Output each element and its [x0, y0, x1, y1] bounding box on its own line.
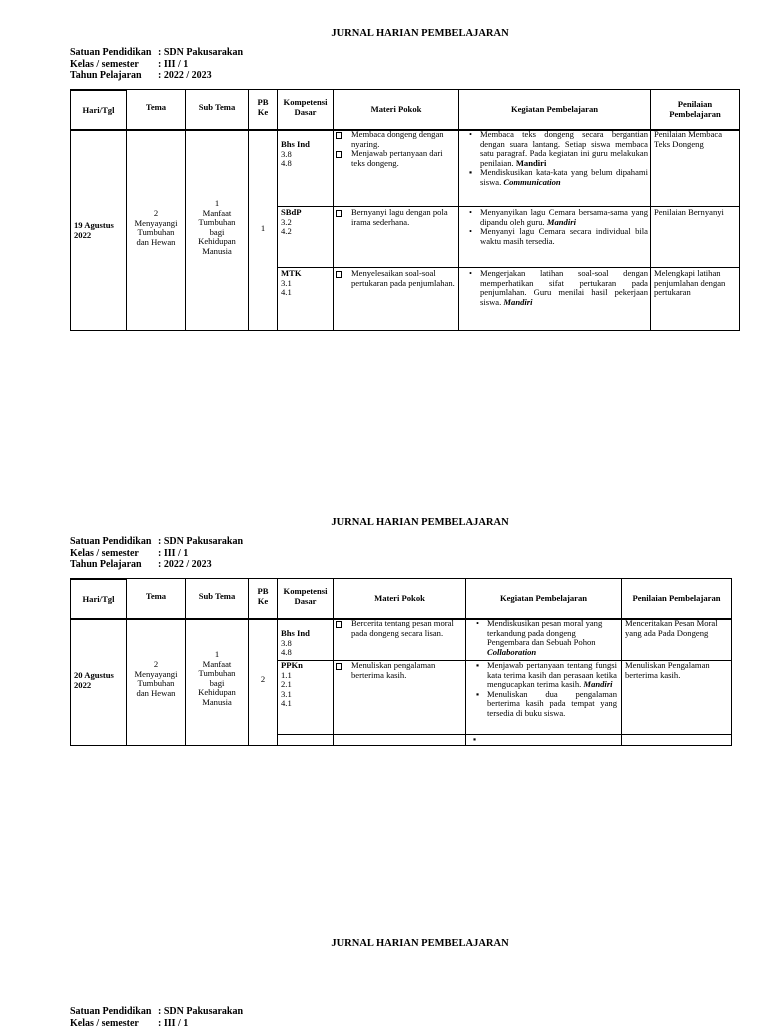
materi-item: Menjawab pertanyaan dari teks dongeng. — [334, 149, 456, 168]
materi-list — [334, 208, 456, 227]
header-subtema: Sub Tema — [186, 90, 248, 129]
kegiatan-item: • Mendiskusikan pesan moral yang terkandung pada dongeng Pengembara dan Sebuah Pohon Collaboration — [473, 619, 619, 657]
materi-list — [334, 661, 463, 680]
empty-bullet: ▪ — [473, 735, 493, 745]
kegiatan-item: • Mengerjakan latihan soal-soal dengan memperhatikan sifat pertukaran pada penjumlahan. Guru menilai hasil pekerjaan siswa. Mandiri — [466, 269, 648, 307]
date-cell: 19 Agustus 2022 — [74, 221, 124, 240]
kegiatan-item: • Menyanyikan lagu Cemara bersama-sama yang dipandu oleh guru. Mandiri — [466, 208, 648, 227]
meta-label-satuan: Satuan Pendidikan — [70, 536, 158, 548]
kegiatan-list — [466, 208, 648, 246]
tema-cell — [127, 209, 185, 247]
materi-item: Menuliskan pengalaman berterima kasih. — [334, 661, 463, 680]
meta-value-kelas: : III / 1 — [158, 1018, 188, 1029]
header-hari: Hari/Tgl — [71, 91, 126, 130]
meta-label-kelas: Kelas / semester — [70, 548, 158, 560]
kd-code: 3.1 — [281, 279, 331, 289]
subject-label: SBdP — [281, 208, 331, 218]
meta-label-kelas: Kelas / semester — [70, 59, 158, 71]
tema-text: Menyayangi Tumbuhan dan Hewan — [127, 219, 185, 248]
tag-label: Collaboration — [487, 647, 536, 657]
tag-label: Mandiri — [547, 217, 576, 227]
materi-item: Bernyanyi lagu dengan pola irama sederhana. — [334, 208, 456, 227]
doc-title-3: JURNAL HARIAN PEMBELAJARAN — [0, 938, 768, 949]
header-pb: PB Ke — [249, 90, 277, 129]
kegiatan-item: • Menyanyi lagu Cemara secara individual bila waktu masih tersedia. — [466, 227, 648, 246]
materi-list — [334, 269, 456, 288]
meta-value-kelas: : III / 1 — [158, 548, 188, 560]
tema-number: 2 — [127, 660, 185, 670]
subject-label: MTK — [281, 269, 331, 279]
kegiatan-item: ▪ Mendiskusikan kata-kata yang belum dipahami siswa. Communication — [466, 168, 648, 187]
kd-cell — [281, 208, 331, 237]
kd-code: 4.2 — [281, 227, 331, 237]
doc-title-2: JURNAL HARIAN PEMBELAJARAN — [0, 517, 768, 528]
header-penilaian: Penilaian Pembelajaran — [651, 90, 739, 129]
kd-code: 4.1 — [281, 699, 331, 709]
kd-code: 3.8 — [281, 639, 331, 649]
kd-code: 2.1 — [281, 680, 331, 690]
meta-label-satuan: Satuan Pendidikan — [70, 47, 158, 59]
header-tema: Tema — [127, 579, 185, 618]
penilaian-cell: Melengkapi latihan penjumlahan dengan pertukaran — [654, 269, 738, 298]
tema-cell — [127, 660, 185, 698]
meta-value-tahun: : 2022 / 2023 — [158, 559, 212, 571]
subtema-cell — [186, 199, 248, 257]
kegiatan-list — [466, 130, 648, 188]
meta-block-1 — [70, 47, 243, 82]
meta-label-tahun: Tahun Pelajaran — [70, 559, 158, 571]
pb-cell: 2 — [249, 675, 277, 685]
header-kegiatan: Kegiatan Pembelajaran — [466, 579, 621, 618]
kegiatan-item: ▪ Menuliskan dua pengalaman berterima kasih pada tempat yang tersedia di buku siswa. — [473, 690, 617, 719]
kd-code: 3.2 — [281, 218, 331, 228]
date-cell: 20 Agustus 2022 — [74, 671, 124, 690]
kd-cell — [281, 629, 331, 658]
meta-block-3 — [70, 1006, 243, 1029]
kd-code: 4.8 — [281, 648, 331, 658]
subject-label: Bhs Ind — [281, 140, 331, 150]
header-materi: Materi Pokok — [334, 579, 465, 618]
subtema-number: 1 — [186, 650, 248, 660]
subtema-text: Manfaat Tumbuhan bagi Kehidupan Manusia — [186, 209, 248, 257]
kd-cell — [281, 661, 331, 709]
header-materi: Materi Pokok — [334, 90, 458, 129]
meta-label-tahun: Tahun Pelajaran — [70, 70, 158, 82]
doc-title-1: JURNAL HARIAN PEMBELAJARAN — [0, 28, 768, 39]
materi-list — [334, 619, 463, 638]
materi-item: Menyelesaikan soal-soal pertukaran pada penjumlahan. — [334, 269, 456, 288]
tema-text: Menyayangi Tumbuhan dan Hewan — [127, 670, 185, 699]
header-pb: PB Ke — [249, 579, 277, 618]
kd-code: 3.8 — [281, 150, 331, 160]
header-hari: Hari/Tgl — [71, 580, 126, 619]
materi-list — [334, 130, 456, 168]
materi-item: Bercerita tentang pesan moral pada dongeng secara lisan. — [334, 619, 463, 638]
tag-label: Mandiri — [503, 297, 532, 307]
kd-cell — [281, 269, 331, 298]
penilaian-cell: Menceritakan Pesan Moral yang ada Pada Dongeng — [625, 619, 729, 638]
subtema-number: 1 — [186, 199, 248, 209]
tag-label: Mandiri — [583, 679, 612, 689]
kegiatan-item: ▪ Menjawab pertanyaan tentang fungsi kata terima kasih dan perasaan ketika mengucapkan terima kasih. Mandiri — [473, 661, 617, 690]
kd-cell — [281, 140, 331, 169]
tema-number: 2 — [127, 209, 185, 219]
meta-value-satuan: : SDN Pakusarakan — [158, 47, 243, 59]
penilaian-cell: Penilaian Membaca Teks Dongeng — [654, 130, 738, 149]
meta-value-satuan: : SDN Pakusarakan — [158, 1006, 243, 1018]
header-penilaian: Penilaian Pembelajaran — [622, 579, 731, 618]
subject-label: Bhs Ind — [281, 629, 331, 639]
meta-value-kelas: : III / 1 — [158, 59, 188, 71]
header-kegiatan: Kegiatan Pembelajaran — [459, 90, 650, 129]
subtema-cell — [186, 650, 248, 708]
meta-label-satuan: Satuan Pendidikan — [70, 1006, 158, 1018]
header-kd: Kompetensi Dasar — [278, 579, 333, 618]
header-tema: Tema — [127, 90, 185, 129]
kegiatan-item: • Membaca teks dongeng secara bergantian dengan suara lantang. Setiap siswa membaca satu paragraf. Pada kegiatan ini guru melakukan penilaian. Mandiri — [466, 130, 648, 168]
kd-code: 3.1 — [281, 690, 331, 700]
kd-code: 1.1 — [281, 671, 331, 681]
meta-value-satuan: : SDN Pakusarakan — [158, 536, 243, 548]
header-kd: Kompetensi Dasar — [278, 90, 333, 129]
kegiatan-list — [466, 269, 648, 307]
kegiatan-list — [473, 619, 619, 657]
penilaian-cell: Menuliskan Pengalaman berterima kasih. — [625, 661, 729, 680]
tag-label: Mandiri — [516, 158, 547, 168]
header-subtema: Sub Tema — [186, 579, 248, 618]
meta-value-tahun: : 2022 / 2023 — [158, 70, 212, 82]
pb-cell: 1 — [249, 224, 277, 234]
penilaian-cell: Penilaian Bernyanyi — [654, 208, 738, 218]
tag-label: Communication — [503, 177, 560, 187]
subject-label: PPKn — [281, 661, 331, 671]
kd-code: 4.8 — [281, 159, 331, 169]
kegiatan-list — [473, 661, 617, 719]
kd-code: 4.1 — [281, 288, 331, 298]
materi-item: Membaca dongeng dengan nyaring. — [334, 130, 456, 149]
meta-label-kelas: Kelas / semester — [70, 1018, 158, 1029]
meta-block-2 — [70, 536, 243, 571]
subtema-text: Manfaat Tumbuhan bagi Kehidupan Manusia — [186, 660, 248, 708]
